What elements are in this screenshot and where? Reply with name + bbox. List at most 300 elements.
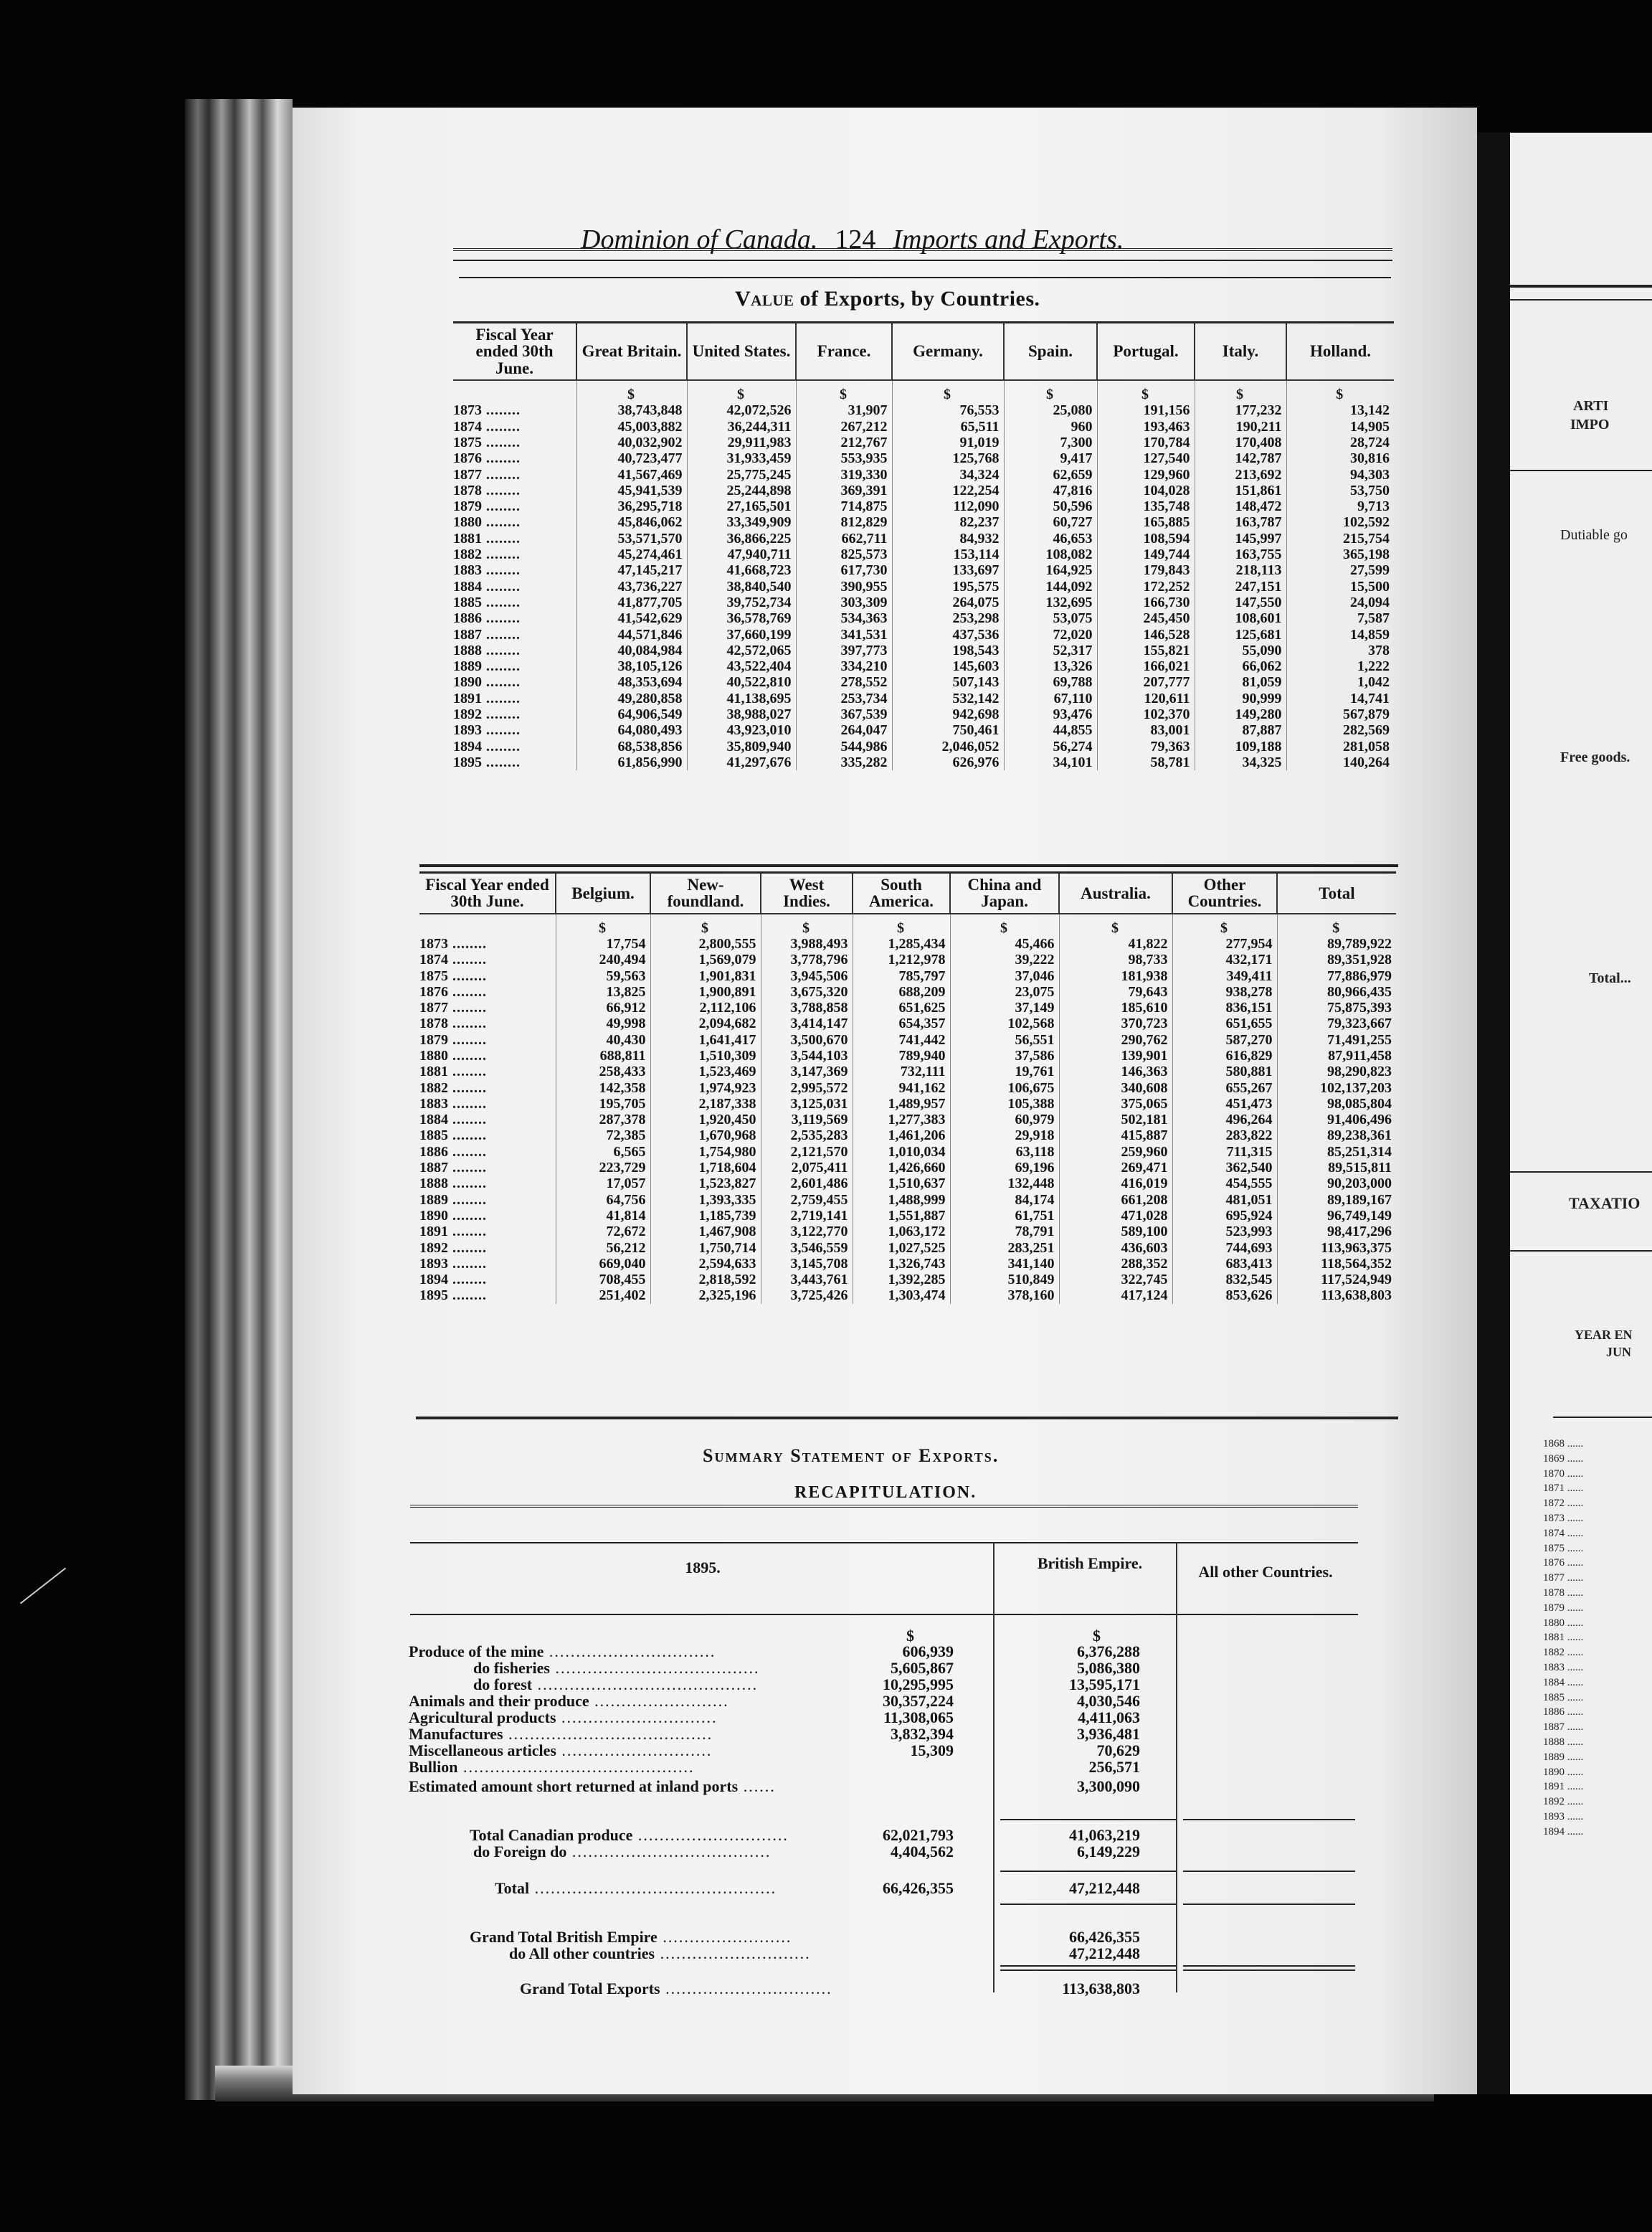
value-cell: 553,935: [796, 450, 892, 466]
value-cell: 264,047: [796, 722, 892, 738]
value-cell: 113,963,375: [1277, 1240, 1396, 1256]
value-cell: 370,723: [1059, 1016, 1172, 1031]
summary-value-british-empire: 5,605,867: [891, 1659, 954, 1677]
summary-row-label: [409, 1777, 776, 1796]
value-cell: 39,222: [950, 952, 1059, 968]
value-cell: 481,051: [1172, 1192, 1277, 1208]
value-cell: 153,114: [892, 547, 1004, 562]
value-cell: 91,406,496: [1277, 1112, 1396, 1127]
value-cell: 40,032,902: [576, 435, 687, 450]
summary-row: [409, 1725, 1355, 1742]
value-cell: 25,080: [1004, 402, 1097, 418]
value-cell: 49,998: [556, 1016, 650, 1031]
value-cell: 33,349,909: [687, 514, 796, 530]
value-cell: 732,111: [853, 1064, 950, 1079]
summary-currency-row: [409, 1627, 1355, 1644]
column-header: United States.: [687, 323, 796, 381]
summary-value-other-countries: 47,212,448: [1069, 1879, 1140, 1897]
value-cell: 102,137,203: [1277, 1080, 1396, 1096]
value-cell: 2,759,455: [761, 1192, 853, 1208]
value-cell: 42,072,526: [687, 402, 796, 418]
value-cell: 179,843: [1097, 562, 1195, 578]
value-cell: 112,090: [892, 498, 1004, 514]
value-cell: 64,756: [556, 1192, 650, 1208]
value-cell: 63,118: [950, 1144, 1059, 1160]
value-cell: 3,725,426: [761, 1287, 853, 1303]
table-row: [453, 467, 1394, 483]
value-cell: 365,198: [1286, 547, 1394, 562]
value-cell: 56,274: [1004, 739, 1097, 755]
value-cell: 45,466: [950, 936, 1059, 952]
page-number: 124: [835, 224, 876, 255]
value-cell: 3,945,506: [761, 968, 853, 984]
value-cell: 454,555: [1172, 1176, 1277, 1191]
year-cell: 1884 .....: [419, 1112, 556, 1127]
right-year: 1892 ......: [1543, 1796, 1584, 1808]
value-cell: 69,196: [950, 1160, 1059, 1176]
value-cell: 432,171: [1172, 952, 1277, 968]
leader-dots: ...............................: [660, 1980, 832, 1997]
value-cell: 369,391: [796, 483, 892, 498]
value-cell: 340,608: [1059, 1080, 1172, 1096]
year-cell: 1886 .....: [453, 610, 576, 626]
value-cell: 397,773: [796, 643, 892, 658]
table-row: [453, 514, 1394, 530]
value-cell: 711,315: [1172, 1144, 1277, 1160]
value-cell: 148,472: [1195, 498, 1286, 514]
value-cell: 89,189,167: [1277, 1192, 1396, 1208]
value-cell: 34,325: [1195, 755, 1286, 770]
value-cell: 84,932: [892, 531, 1004, 547]
year-cell: 1891 .....: [453, 691, 576, 706]
year-cell: 1879 .....: [419, 1032, 556, 1048]
value-cell: 72,385: [556, 1127, 650, 1143]
value-cell: 41,822: [1059, 936, 1172, 952]
value-cell: 496,264: [1172, 1112, 1277, 1127]
right-year: 1875 ......: [1543, 1542, 1584, 1554]
currency-symbol: $: [892, 380, 1004, 402]
value-cell: 93,476: [1004, 706, 1097, 722]
year-cell: 1884 .....: [453, 579, 576, 595]
value-cell: 695,924: [1172, 1208, 1277, 1224]
value-cell: 626,976: [892, 755, 1004, 770]
summary-value-british-empire: 3,832,394: [891, 1725, 954, 1743]
summary-row: [409, 1741, 1355, 1759]
value-cell: 132,448: [950, 1176, 1059, 1191]
value-cell: 451,473: [1172, 1096, 1277, 1112]
value-cell: 207,777: [1097, 674, 1195, 690]
table-row: [419, 1096, 1396, 1112]
value-cell: 3,122,770: [761, 1224, 853, 1239]
value-cell: 48,353,694: [576, 674, 687, 690]
currency-symbol: $: [556, 914, 650, 936]
value-cell: 375,065: [1059, 1096, 1172, 1112]
value-cell: 7,300: [1004, 435, 1097, 450]
value-cell: 151,861: [1195, 483, 1286, 498]
value-cell: 2,121,570: [761, 1144, 853, 1160]
year-cell: 1881 .....: [419, 1064, 556, 1079]
table-row: [419, 1112, 1396, 1127]
value-cell: 50,596: [1004, 498, 1097, 514]
value-cell: 108,082: [1004, 547, 1097, 562]
summary-row-label-text: Produce of the mine: [409, 1642, 544, 1660]
value-cell: 142,358: [556, 1080, 650, 1096]
value-cell: 2,187,338: [650, 1096, 761, 1112]
value-cell: 60,979: [950, 1112, 1059, 1127]
table-row: [453, 706, 1394, 722]
exports-table-title: Value of Exports, by Countries.: [735, 287, 1040, 311]
head-rule-3: [459, 277, 1391, 278]
year-cell: 1874 .....: [419, 952, 556, 968]
summary-row-label-text: Total: [495, 1879, 530, 1897]
value-cell: 281,058: [1286, 739, 1394, 755]
value-cell: 1,670,968: [650, 1127, 761, 1143]
value-cell: 38,988,027: [687, 706, 796, 722]
value-cell: 41,542,629: [576, 610, 687, 626]
value-cell: 669,040: [556, 1256, 650, 1272]
right-year: 1874 ......: [1543, 1527, 1584, 1539]
currency-symbol: $: [650, 914, 761, 936]
value-cell: 47,816: [1004, 483, 1097, 498]
value-cell: 166,730: [1097, 595, 1195, 610]
value-cell: 31,907: [796, 402, 892, 418]
value-cell: 85,251,314: [1277, 1144, 1396, 1160]
value-cell: 102,370: [1097, 706, 1195, 722]
summary-currency-col2: $: [1093, 1627, 1101, 1645]
summary-value-other-countries: 113,638,803: [1062, 1980, 1140, 1997]
value-cell: 544,986: [796, 739, 892, 755]
value-cell: 415,887: [1059, 1127, 1172, 1143]
table-row: [419, 1080, 1396, 1096]
currency-symbol: $: [1286, 380, 1394, 402]
value-cell: 1,510,309: [650, 1048, 761, 1064]
table-row: [419, 1000, 1396, 1016]
table-row: [453, 435, 1394, 450]
value-cell: 14,741: [1286, 691, 1394, 706]
value-cell: 31,933,459: [687, 450, 796, 466]
value-cell: 164,925: [1004, 562, 1097, 578]
summary-row-label-text: do forest: [473, 1675, 533, 1693]
value-cell: 3,788,858: [761, 1000, 853, 1016]
value-cell: 37,046: [950, 968, 1059, 984]
value-cell: 61,856,990: [576, 755, 687, 770]
currency-symbol: $: [687, 380, 796, 402]
table-divider: [419, 864, 1398, 867]
summary-value-other-countries: 6,376,288: [1077, 1642, 1140, 1660]
value-cell: 60,727: [1004, 514, 1097, 530]
value-cell: 139,901: [1059, 1048, 1172, 1064]
column-header: Holland.: [1286, 323, 1394, 381]
year-cell: 1876 .....: [453, 450, 576, 466]
value-cell: 41,297,676: [687, 755, 796, 770]
table-row: [419, 1032, 1396, 1048]
value-cell: 853,626: [1172, 1287, 1277, 1303]
value-cell: 2,800,555: [650, 936, 761, 952]
year-cell: 1882 .....: [419, 1080, 556, 1096]
value-cell: 40,084,984: [576, 643, 687, 658]
value-cell: 147,550: [1195, 595, 1286, 610]
value-cell: 218,113: [1195, 562, 1286, 578]
summary-row-label-text: Miscellaneous articles: [409, 1741, 556, 1759]
column-header: West Indies.: [761, 873, 853, 914]
table-row: [453, 755, 1394, 770]
year-cell: 1888 .....: [419, 1176, 556, 1191]
value-cell: 532,142: [892, 691, 1004, 706]
running-head-left: Dominion of Canada.: [581, 224, 818, 255]
value-cell: 580,881: [1172, 1064, 1277, 1079]
value-cell: 83,001: [1097, 722, 1195, 738]
column-header: South America.: [853, 873, 950, 914]
table-row: [419, 1272, 1396, 1287]
table-row: [419, 1176, 1396, 1191]
right-year: 1883 ......: [1543, 1662, 1584, 1673]
value-cell: 53,750: [1286, 483, 1394, 498]
value-cell: 59,563: [556, 968, 650, 984]
year-cell: 1887 .....: [419, 1160, 556, 1176]
value-cell: 25,244,898: [687, 483, 796, 498]
value-cell: 145,603: [892, 658, 1004, 674]
value-cell: 38,840,540: [687, 579, 796, 595]
value-cell: 79,643: [1059, 984, 1172, 1000]
value-cell: 43,923,010: [687, 722, 796, 738]
value-cell: 140,264: [1286, 755, 1394, 770]
value-cell: 2,075,411: [761, 1160, 853, 1176]
table-row: [419, 968, 1396, 984]
currency-symbol: $: [796, 380, 892, 402]
value-cell: 708,455: [556, 1272, 650, 1287]
column-header: Fiscal Year ended 30th June.: [453, 323, 576, 381]
value-cell: 2,112,106: [650, 1000, 761, 1016]
value-cell: 1,010,034: [853, 1144, 950, 1160]
value-cell: 688,811: [556, 1048, 650, 1064]
value-cell: 1,523,469: [650, 1064, 761, 1079]
year-cell: 1877 .....: [453, 467, 576, 483]
currency-symbol: $: [853, 914, 950, 936]
value-cell: 2,325,196: [650, 1287, 761, 1303]
currency-symbol: $: [1059, 914, 1172, 936]
value-cell: 587,270: [1172, 1032, 1277, 1048]
right-year: 1868 ......: [1543, 1438, 1584, 1450]
value-cell: 1,285,434: [853, 936, 950, 952]
year-cell: 1892 .....: [419, 1240, 556, 1256]
summary-total-rule: [1000, 1819, 1176, 1820]
right-taxation: TAXATIO: [1569, 1194, 1641, 1212]
value-cell: 198,543: [892, 643, 1004, 658]
value-cell: 14,905: [1286, 419, 1394, 435]
summary-row-label-text: do All other countries: [509, 1944, 655, 1962]
value-cell: 282,569: [1286, 722, 1394, 738]
summary-row-label-text: Total Canadian produce: [470, 1826, 633, 1844]
value-cell: 1,750,714: [650, 1240, 761, 1256]
right-head-rule: [1510, 285, 1652, 288]
right-year: 1879 ......: [1543, 1602, 1584, 1614]
value-cell: 40,723,477: [576, 450, 687, 466]
running-head-right: Imports and Exports.: [893, 224, 1124, 255]
value-cell: 25,775,245: [687, 467, 796, 483]
value-cell: 941,162: [853, 1080, 950, 1096]
value-cell: 39,752,734: [687, 595, 796, 610]
summary-value-other-countries: 4,411,063: [1078, 1708, 1140, 1726]
table-row: [419, 1144, 1396, 1160]
value-cell: 1,426,660: [853, 1160, 950, 1176]
value-cell: 251,402: [556, 1287, 650, 1303]
right-year: 1887 ......: [1543, 1721, 1584, 1734]
year-cell: 1895 .....: [419, 1287, 556, 1303]
currency-symbol: $: [1277, 914, 1396, 936]
value-cell: 34,101: [1004, 755, 1097, 770]
leader-dots: .............................: [556, 1708, 718, 1726]
summary-other-countries-header: All other Countries.: [1198, 1563, 1333, 1581]
value-cell: 47,940,711: [687, 547, 796, 562]
value-cell: 277,954: [1172, 936, 1277, 952]
value-cell: 185,610: [1059, 1000, 1172, 1016]
value-cell: 510,849: [950, 1272, 1059, 1287]
value-cell: 334,210: [796, 658, 892, 674]
table-row: [419, 1240, 1396, 1256]
value-cell: 89,238,361: [1277, 1127, 1396, 1143]
table-row: [419, 1048, 1396, 1064]
summary-row: [409, 1826, 1355, 1843]
summary-value-british-empire: 66,426,355: [883, 1879, 954, 1897]
leader-dots: ...............................: [543, 1642, 716, 1660]
right-impo-header: IMPO: [1570, 417, 1610, 432]
year-cell: 1887 .....: [453, 627, 576, 643]
value-cell: 104,028: [1097, 483, 1195, 498]
value-cell: 98,085,804: [1277, 1096, 1396, 1112]
value-cell: 108,594: [1097, 531, 1195, 547]
table-row: [453, 643, 1394, 658]
value-cell: 1,523,827: [650, 1176, 761, 1191]
value-cell: 40,430: [556, 1032, 650, 1048]
value-cell: 267,212: [796, 419, 892, 435]
value-cell: 1,222: [1286, 658, 1394, 674]
value-cell: 416,019: [1059, 1176, 1172, 1191]
summary-row: [409, 1777, 1355, 1794]
summary-total-rule: [1183, 1904, 1355, 1905]
value-cell: 744,693: [1172, 1240, 1277, 1256]
summary-total-rule: [1183, 1819, 1355, 1820]
value-cell: 1,900,891: [650, 984, 761, 1000]
value-cell: 79,323,667: [1277, 1016, 1396, 1031]
right-year: 1884 ......: [1543, 1676, 1584, 1688]
value-cell: 269,471: [1059, 1160, 1172, 1176]
value-cell: 14,859: [1286, 627, 1394, 643]
right-rule-c: [1510, 1250, 1652, 1252]
summary-row: [409, 1659, 1355, 1676]
value-cell: 1,489,957: [853, 1096, 950, 1112]
year-cell: 1886 .....: [419, 1144, 556, 1160]
currency-row-label: [419, 914, 556, 936]
value-cell: 49,280,858: [576, 691, 687, 706]
value-cell: 102,592: [1286, 514, 1394, 530]
value-cell: 13,825: [556, 984, 650, 1000]
value-cell: 2,046,052: [892, 739, 1004, 755]
value-cell: 1,901,831: [650, 968, 761, 984]
value-cell: 616,829: [1172, 1048, 1277, 1064]
right-year: 1872 ......: [1543, 1498, 1584, 1510]
summary-total-rule: [1183, 1871, 1355, 1872]
summary-row: [409, 1758, 1355, 1775]
right-year: 1870 ......: [1543, 1467, 1584, 1480]
year-cell: 1890 .....: [419, 1208, 556, 1224]
summary-total-rule: [1183, 1969, 1355, 1971]
table-row: [453, 610, 1394, 626]
summary-value-other-countries: 5,086,380: [1077, 1659, 1140, 1677]
year-cell: 1879 .....: [453, 498, 576, 514]
value-cell: 30,816: [1286, 450, 1394, 466]
value-cell: 66,912: [556, 1000, 650, 1016]
value-cell: 213,692: [1195, 467, 1286, 483]
value-cell: 1,510,637: [853, 1176, 950, 1191]
right-year: 1891 ......: [1543, 1781, 1584, 1793]
leader-dots: ...........................................: [457, 1758, 695, 1776]
summary-row-label-text: Estimated amount short returned at inland ports: [409, 1777, 739, 1795]
value-cell: 651,655: [1172, 1016, 1277, 1031]
value-cell: 655,267: [1172, 1080, 1277, 1096]
value-cell: 82,237: [892, 514, 1004, 530]
value-cell: 1,393,335: [650, 1192, 761, 1208]
value-cell: 2,818,592: [650, 1272, 761, 1287]
value-cell: 1,027,525: [853, 1240, 950, 1256]
value-cell: 349,411: [1172, 968, 1277, 984]
currency-symbol: $: [1004, 380, 1097, 402]
summary-row-label-text: do fisheries: [473, 1659, 550, 1677]
year-cell: 1875 .....: [453, 435, 576, 450]
currency-symbol: $: [576, 380, 687, 402]
summary-value-other-countries: 41,063,219: [1069, 1826, 1140, 1844]
table-row: [453, 419, 1394, 435]
leader-dots: ......................................: [549, 1659, 760, 1677]
value-cell: 19,761: [950, 1064, 1059, 1079]
leader-dots: ........................: [657, 1928, 792, 1946]
value-cell: 142,787: [1195, 450, 1286, 466]
value-cell: 43,736,227: [576, 579, 687, 595]
summary-header-bottom-rule: [410, 1614, 1358, 1615]
right-rule-d: [1553, 1417, 1652, 1418]
right-year: 1873 ......: [1543, 1513, 1584, 1524]
summary-row-label: [473, 1843, 771, 1861]
head-rule-2: [453, 260, 1392, 261]
right-rule-b: [1510, 1171, 1652, 1173]
year-cell: 1889 .....: [419, 1192, 556, 1208]
right-free-goods: Free goods.: [1560, 749, 1630, 765]
right-jun: JUN: [1606, 1345, 1631, 1359]
value-cell: 253,734: [796, 691, 892, 706]
value-cell: 258,433: [556, 1064, 650, 1079]
value-cell: 106,675: [950, 1080, 1059, 1096]
value-cell: 98,417,296: [1277, 1224, 1396, 1239]
summary-top-rule: [410, 1505, 1358, 1510]
summary-row-label: [509, 1944, 811, 1963]
summary-value-other-countries: 6,149,229: [1077, 1843, 1140, 1860]
value-cell: 146,528: [1097, 627, 1195, 643]
value-cell: 87,887: [1195, 722, 1286, 738]
value-cell: 53,571,570: [576, 531, 687, 547]
value-cell: 129,960: [1097, 467, 1195, 483]
leader-dots: .........................: [589, 1692, 729, 1710]
value-cell: 64,906,549: [576, 706, 687, 722]
leader-dots: ............................: [632, 1826, 789, 1844]
value-cell: 98,290,823: [1277, 1064, 1396, 1079]
value-cell: 523,993: [1172, 1224, 1277, 1239]
right-rule-a: [1510, 470, 1652, 471]
right-year: 1894 ......: [1543, 1825, 1584, 1838]
value-cell: 37,660,199: [687, 627, 796, 643]
value-cell: 3,119,569: [761, 1112, 853, 1127]
value-cell: 65,511: [892, 419, 1004, 435]
value-cell: 36,244,311: [687, 419, 796, 435]
summary-row: [409, 1675, 1355, 1693]
